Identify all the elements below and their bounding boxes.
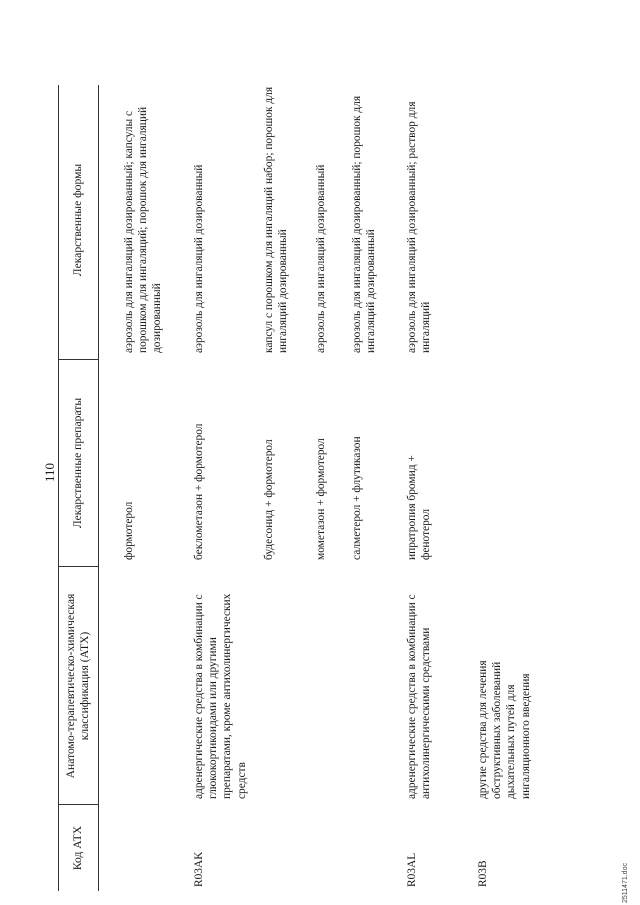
row-3-drug: будесонид + формотерол: [263, 439, 275, 560]
column-divider-2: [58, 566, 98, 567]
row-1-form: аэрозоль для ингаляций дозированный; капсулы с порошком для ингаляций; порошок для ингаляций дозированный: [123, 106, 164, 353]
row-5-form: аэрозоль для ингаляций дозированный; порошок для ингаляций дозированный: [351, 95, 378, 353]
row-3-form: капсул с порошком для ингаляций набор; порошок для ингаляций дозированный: [263, 86, 290, 353]
header-classification: Анатомо-терапевтическо-химическая классификация (АТХ): [64, 593, 91, 779]
row-4-drug: мометазон + формотерол: [315, 438, 327, 560]
row-5-drug: салметерол + флутиказон: [351, 436, 363, 560]
row-7-code: R03B: [477, 860, 489, 887]
header-code: Код АТХ: [71, 825, 84, 871]
table-top-rule: [58, 85, 59, 891]
column-divider-3: [58, 359, 98, 360]
row-2-code: R03AK: [193, 851, 205, 887]
header-forms: Лекарственные формы: [71, 163, 84, 277]
row-6-form: аэрозоль для ингаляций дозированный; раствор для ингаляций: [406, 101, 433, 353]
row-2-form: аэрозоль для ингаляций дозированный: [193, 164, 205, 353]
page-number: 110: [42, 462, 57, 482]
row-6-drug: ипратропия бромид + фенотерол: [406, 455, 433, 560]
row-1-drug: формотерол: [123, 501, 135, 560]
table-header-bottom-rule: [98, 85, 99, 891]
header-drugs: Лекарственные препараты: [71, 397, 84, 529]
row-2-classification: адренергические средства в комбинации с глюкокортикоидами или другими препаратами, кроме антихолинергических средств: [193, 593, 248, 799]
row-7-classification: другие средства для лечения обструктивных заболеваний дыхательных путей для ингаляционного введения: [477, 660, 532, 799]
footer-filename: 2511471.doc: [622, 863, 629, 903]
row-4-form: аэрозоль для ингаляций дозированный: [315, 164, 327, 353]
row-2-drug: беклометазон + формотерол: [193, 423, 205, 560]
row-6-classification: адренергические средства в комбинации с антихолинергическими средствами: [406, 594, 433, 799]
row-6-code: R03AL: [406, 852, 418, 887]
